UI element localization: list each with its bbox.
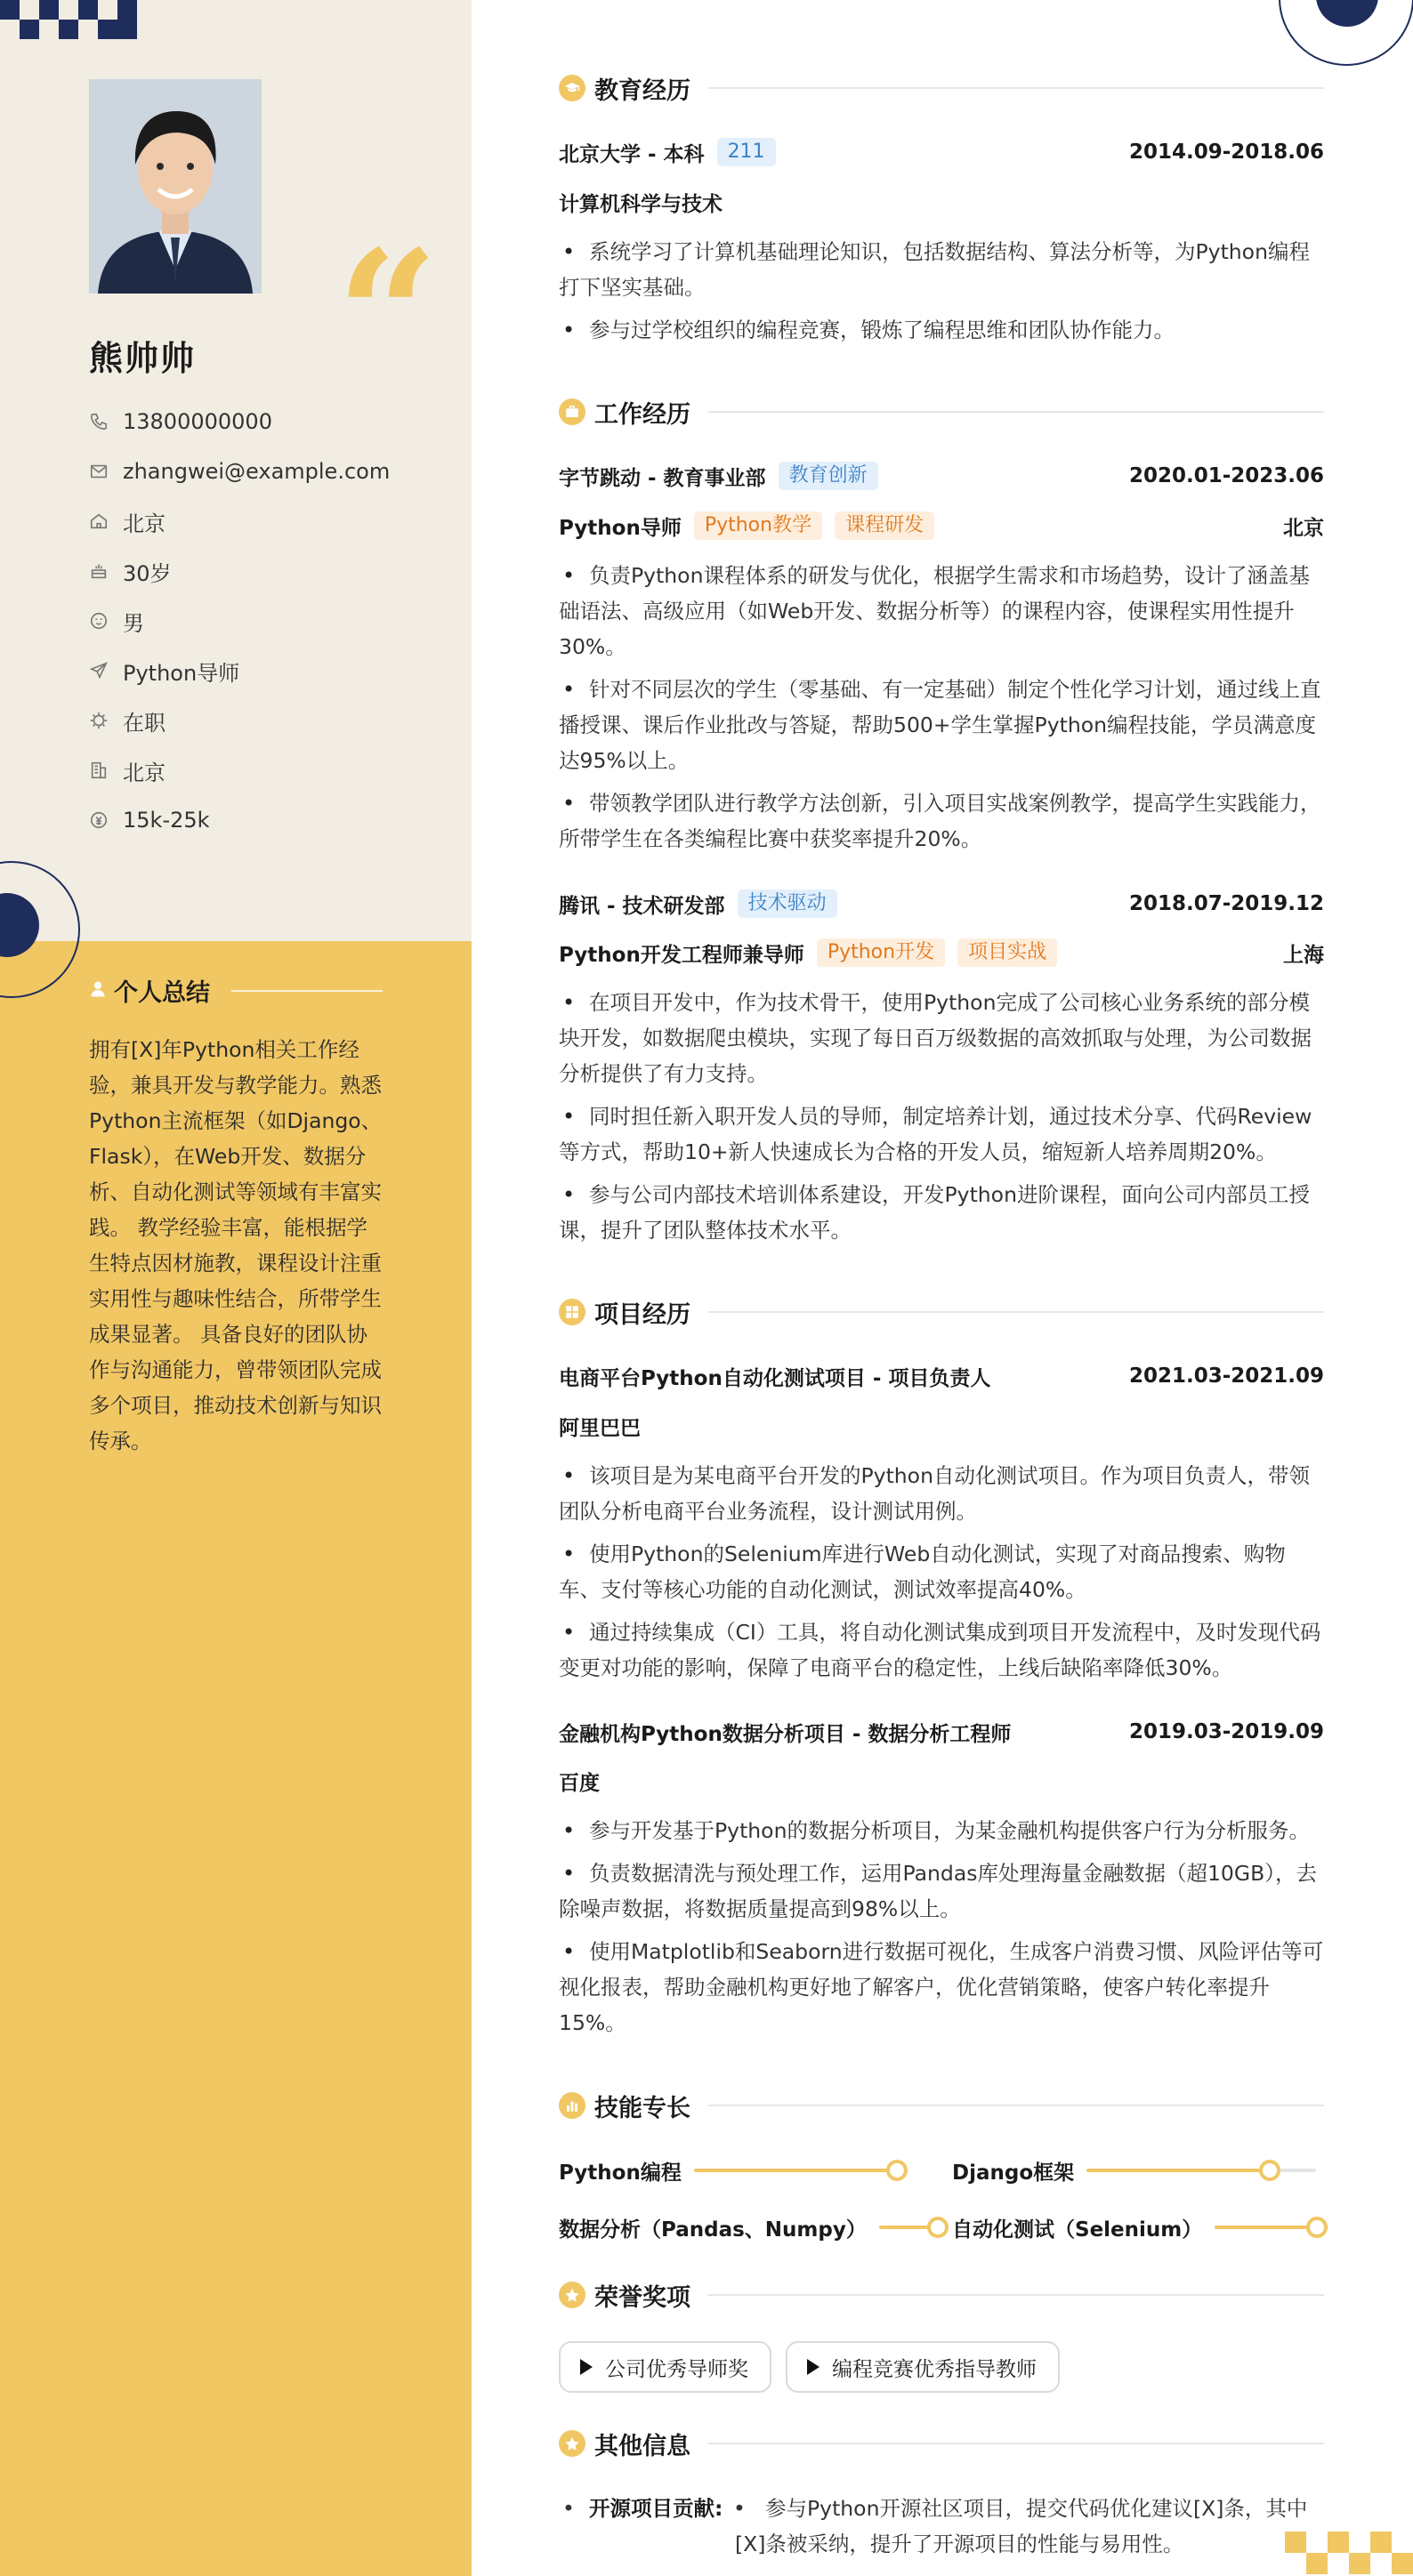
list-item: • 系统学习了计算机基础理论知识，包括数据结构、算法分析等，为Python编程打下坚实基础。 [559, 234, 1324, 305]
work-title: 工作经历 [594, 400, 690, 429]
section-divider [708, 2105, 1324, 2106]
list-item: • 该项目是为某电商平台开发的Python自动化测试项目。作为项目负责人，带领团队分析电商平台业务流程，设计测试用例。 [559, 1458, 1324, 1529]
section-divider [708, 2443, 1324, 2444]
building-icon [89, 761, 109, 780]
job-role: Python导师 [559, 516, 682, 540]
home-icon [89, 511, 109, 531]
job-bullets [559, 985, 1324, 1255]
award-chip [786, 2341, 1060, 2393]
info-email [89, 447, 445, 496]
list-item: • 通过持续集成（CI）工具，将自动化测试集成到项目开发流程中，及时发现代码变更对功能的影响，保障了电商平台的稳定性，上线后缺陷率降低30%。 [559, 1614, 1324, 1686]
project-company-row [559, 1409, 1324, 1443]
person-icon [89, 980, 107, 1002]
skill-item [559, 2210, 938, 2245]
section-divider [708, 411, 1324, 413]
info-position [89, 646, 445, 696]
skill-label: Python编程 [559, 2161, 682, 2185]
skill-bar [1086, 2169, 1316, 2172]
section-projects [559, 1294, 1324, 1330]
mail-icon [89, 462, 109, 481]
job-city: 北京 [1283, 516, 1324, 540]
skills-row [559, 2210, 1324, 2245]
other-label: 开源项目贡献: [589, 2496, 723, 2521]
info-email-text: zhangwei@example.com [123, 459, 391, 484]
section-divider [708, 2294, 1324, 2296]
info-status [89, 696, 445, 745]
awards-list [559, 2341, 1074, 2393]
education-date: 2014.09-2018.06 [1128, 141, 1324, 164]
info-position-text: Python导师 [123, 660, 240, 686]
skill-bar [1215, 2226, 1328, 2229]
section-divider [708, 1311, 1324, 1313]
other-text: 参与Python开源社区项目，提交代码优化建议[X]条，其中[X]条被采纳，提升了开源项目的性能与易用性。 [735, 2496, 1308, 2556]
phone-icon [89, 412, 109, 431]
summary-divider [231, 990, 383, 992]
awards-title: 荣誉奖项 [594, 2283, 690, 2312]
award-label: 编程竞赛优秀指导教师 [832, 2357, 1037, 2381]
bullet-icon: • [562, 2496, 575, 2521]
info-location-text: 北京 [123, 511, 166, 536]
list-item: • 参与过学校组织的编程竞赛，锻炼了编程思维和团队协作能力。 [559, 312, 1324, 348]
section-awards [559, 2277, 1324, 2313]
info-age [89, 546, 445, 596]
skill-label: 数据分析（Pandas、Numpy） [559, 2218, 867, 2242]
info-salary [89, 795, 445, 845]
info-gender [89, 596, 445, 646]
grid-icon [559, 1299, 585, 1325]
gender-icon [89, 611, 109, 631]
info-icon [559, 2430, 585, 2457]
play-icon [807, 2359, 820, 2375]
job-company: 字节跳动 - 教育事业部 [559, 466, 766, 490]
status-icon [89, 711, 109, 730]
list-item: • 参与公司内部技术培训体系建设，开发Python进阶课程，面向公司内部员工授课，提升了团队整体技术水平。 [559, 1177, 1324, 1248]
project-bullets [559, 1458, 1324, 1693]
list-item: • 在项目开发中，作为技术骨干，使用Python完成了公司核心业务系统的部分模块开发，如数据爬虫模块，实现了每日百万级数据的高效抓取与处理，为公司数据分析提供了有力支持。 [559, 985, 1324, 1091]
project-company: 百度 [559, 1771, 600, 1795]
job-role-tag: Python开发 [817, 938, 945, 967]
contact-info-list [89, 397, 445, 845]
avatar [89, 79, 262, 294]
info-phone [89, 397, 445, 447]
education-school: 北京大学 - 本科 [559, 142, 705, 166]
salary-icon [89, 810, 109, 830]
job-date: 2020.01-2023.06 [1128, 464, 1324, 487]
skill-label: 自动化测试（Selenium） [952, 2218, 1203, 2242]
section-skills [559, 2088, 1324, 2123]
award-label: 公司优秀导师奖 [605, 2357, 748, 2381]
skills-title: 技能专长 [594, 2094, 690, 2122]
cake-icon [89, 561, 109, 581]
info-city [89, 745, 445, 795]
skill-item [952, 2210, 1328, 2245]
section-other [559, 2426, 1324, 2461]
education-title: 教育经历 [594, 76, 690, 105]
send-icon [89, 661, 109, 680]
quote-icon: “ [336, 212, 440, 421]
job-date: 2018.07-2019.12 [1128, 892, 1324, 915]
project-bullets [559, 1813, 1324, 2048]
job-company-tag: 技术驱动 [738, 890, 837, 918]
summary-title: 个人总结 [114, 979, 210, 1007]
skill-label: Django框架 [952, 2161, 1075, 2185]
summary-text: 拥有[X]年Python相关工作经验，兼具开发与教学能力。熟悉Python主流框架（如Django、Flask），在Web开发、数据分析、自动化测试等领域有丰富实践。 教学经验丰富，能根据学生特点因材施教，课程设计注重实用性与趣味性结合，所带学生成果显著。 具备良好的团队协作与沟通能力，曾带领团队完成多个项目，推动技术创新与知识传承。 [89, 1037, 383, 1453]
list-item: • 带领教学团队进行教学方法创新，引入项目实战案例教学，提高学生实践能力，所带学生在各类编程比赛中获奖率提升20%。 [559, 785, 1324, 857]
project-name: 电商平台Python自动化测试项目 - 项目负责人 [559, 1366, 991, 1390]
profile-name: 熊帅帅 [89, 339, 197, 378]
other-title: 其他信息 [594, 2432, 690, 2460]
play-icon [580, 2359, 593, 2375]
graduation-cap-icon [559, 75, 585, 101]
job-company-tag: 教育创新 [779, 462, 878, 490]
job-header-row [559, 887, 1324, 921]
medal-icon [559, 2282, 585, 2308]
job-header-row [559, 459, 1324, 493]
job-role-row [559, 509, 1324, 543]
skills-row [559, 2153, 1324, 2188]
job-bullets [559, 558, 1324, 864]
info-location [89, 496, 445, 546]
list-item: • 使用Python的Selenium库进行Web自动化测试，实现了对商品搜索、购物车、支付等核心功能的自动化测试，测试效率提高40%。 [559, 1536, 1324, 1607]
info-status-text: 在职 [123, 710, 166, 736]
info-gender-text: 男 [123, 610, 144, 636]
education-header-row [559, 135, 1324, 169]
job-role-tag: 项目实战 [957, 938, 1057, 967]
award-chip [559, 2341, 771, 2393]
project-company-row [559, 1764, 1324, 1798]
bullet-icon: • [733, 2496, 746, 2521]
skill-bar [694, 2169, 908, 2172]
section-work [559, 394, 1324, 430]
section-divider [708, 87, 1324, 89]
list-item: • 参与开发基于Python的数据分析项目，为某金融机构提供客户行为分析服务。 [559, 1813, 1324, 1848]
education-major: 计算机科学与技术 [559, 192, 723, 216]
projects-title: 项目经历 [594, 1300, 690, 1329]
project-header-row [559, 1359, 1324, 1393]
section-education [559, 70, 1324, 106]
job-role-tag: Python教学 [694, 511, 822, 540]
info-salary-text: 15k-25k [123, 808, 210, 833]
education-major-row [559, 185, 1324, 219]
info-phone-text: 13800000000 [123, 409, 272, 434]
project-company: 阿里巴巴 [559, 1416, 641, 1440]
list-item: • 负责Python课程体系的研发与优化，根据学生需求和市场趋势，设计了涵盖基础语法、高级应用（如Web开发、数据分析等）的课程内容，使课程实用性提升30%。 [559, 558, 1324, 664]
chart-icon [559, 2092, 585, 2119]
info-city-text: 北京 [123, 760, 166, 785]
education-tag: 211 [717, 138, 776, 166]
list-item: • 使用Matplotlib和Seaborn进行数据可视化，生成客户消费习惯、风险评估等可视化报表，帮助金融机构更好地了解客户，优化营销策略，使客户转化率提升15%。 [559, 1934, 1324, 2041]
job-role-row [559, 936, 1324, 970]
list-item: • 针对不同层次的学生（零基础、有一定基础）制定个性化学习计划，通过线上直播授课、课后作业批改与答疑，帮助500+学生掌握Python编程技能，学员满意度达95%以上。 [559, 672, 1324, 778]
project-header-row [559, 1715, 1324, 1749]
skill-bar [879, 2226, 938, 2229]
project-date: 2021.03-2021.09 [1128, 1364, 1324, 1388]
summary-header [89, 973, 383, 1008]
job-role: Python开发工程师兼导师 [559, 943, 804, 967]
project-date: 2019.03-2019.09 [1128, 1720, 1324, 1743]
list-item: • 负责数据清洗与预处理工作，运用Pandas库处理海量金融数据（超10GB），去除噪声数据，将数据质量提高到98%以上。 [559, 1856, 1324, 1927]
briefcase-icon [559, 398, 585, 425]
job-role-tag: 课程研发 [835, 511, 934, 540]
sidebar [0, 0, 472, 2576]
skill-item [559, 2153, 908, 2188]
education-bullets [559, 234, 1324, 355]
job-company: 腾讯 - 技术研发部 [559, 894, 725, 918]
job-city: 上海 [1283, 943, 1324, 967]
project-name: 金融机构Python数据分析项目 - 数据分析工程师 [559, 1722, 1012, 1746]
list-item: • 同时担任新入职开发人员的导师，制定培养计划，通过技术分享、代码Review等方式，帮助10+新人快速成长为合格的开发人员，缩短新人培养周期20%。 [559, 1099, 1324, 1170]
info-age-text: 30岁 [123, 560, 172, 586]
skill-item [952, 2153, 1316, 2188]
